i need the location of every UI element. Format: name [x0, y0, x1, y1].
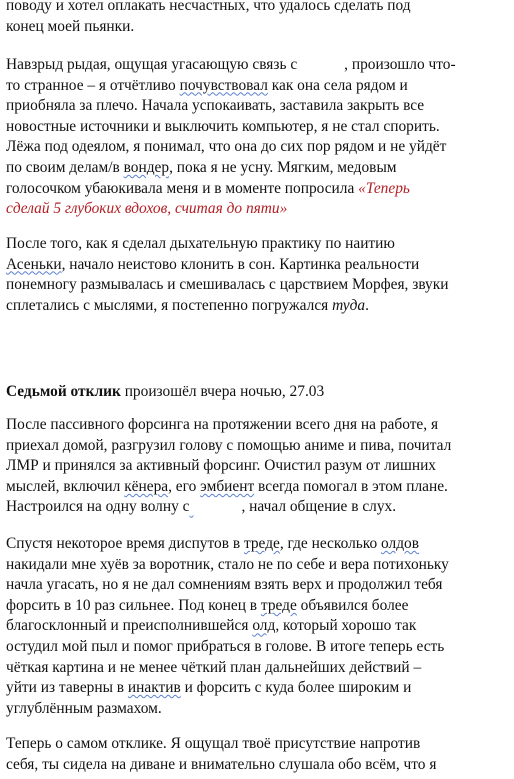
text-line	[6, 678, 449, 699]
quote-text: «Теперь	[358, 179, 410, 197]
paragraph	[6, 0, 411, 37]
text-run: .	[365, 296, 369, 314]
misspelled-word[interactable]: почувствовал	[179, 76, 268, 94]
quote-text: сделай 5 глубоких вдохов, считая до пяти»	[6, 200, 288, 218]
text-line: чёткая картина и не менее чёткий план дальнейших действий –	[6, 658, 422, 676]
text-run: уйти из таверны в	[6, 679, 128, 697]
redacted-blank	[189, 497, 241, 518]
text-line	[6, 616, 449, 637]
text-line: себя, ты сидела на диване и внимательно слушала обо всём, что я	[6, 755, 437, 773]
misspelled-word[interactable]: олд	[252, 617, 276, 635]
text-line: Лёжа под одеялом, я понимал, что она до сих пор рядом и не уйдёт	[6, 138, 447, 156]
text-line: остудил мой пыл и помог прибраться в голове. В итоге теперь есть	[6, 637, 445, 655]
text-line	[6, 55, 456, 76]
text-line: После того, как я сделал дыхательную практику по наитию	[6, 235, 395, 252]
text-run: всегда помогал в этом плане.	[254, 477, 448, 495]
text-run: , произошло что-	[344, 56, 456, 73]
misspelled-word[interactable]: Асеньки	[6, 255, 62, 273]
text-line	[6, 255, 448, 276]
text-run: Настроился на одну волну с	[6, 498, 190, 516]
text-line: углублённым размахом.	[6, 699, 162, 717]
text-run: , начало неистово клонить в сон. Картинка реальности	[61, 255, 420, 273]
paragraph	[6, 415, 451, 518]
text-run: мыслей, включил	[6, 477, 125, 495]
text-run: Навзрыд рыдая, ощущая угасающую связь с	[6, 56, 298, 73]
text-line: конец моей пьянки.	[6, 17, 135, 35]
text-line: поводу и хотел оплакать несчастных, что удалось сделать под	[6, 0, 411, 14]
text-run: объявился более	[296, 596, 409, 614]
misspelled-word[interactable]: олдов	[381, 535, 419, 552]
italic-word: туда	[332, 296, 366, 314]
text-line	[6, 76, 456, 97]
text-run: произошёл вчера ночью, 27.03	[120, 383, 325, 400]
text-line: накидали мне хуёв за воротник, стало не по себе и вера потихоньку	[6, 555, 449, 573]
misspelled-word[interactable]: треде	[260, 596, 297, 614]
text-run: по своим делам/в	[6, 158, 124, 176]
paragraph	[6, 234, 448, 316]
text-run: , где несколько	[279, 535, 382, 552]
misspelled-word[interactable]: треде	[243, 535, 280, 552]
text-line	[6, 296, 448, 317]
misspelled-word[interactable]: инактив	[127, 679, 181, 697]
misspelled-word[interactable]: вондер	[123, 158, 170, 176]
paragraph	[6, 734, 436, 775]
text-line: ЛМР и принялся за активный форсинг. Очистил разум от лишних	[6, 457, 437, 475]
text-run: форсить в 10 раз сильнее. Под конец в	[6, 596, 261, 614]
text-run: сплетались с мыслями, я постепенно погружался	[6, 296, 333, 314]
bold-heading: Седьмой отклик	[6, 383, 121, 400]
text-run: то странное – я отчётливо	[6, 76, 180, 94]
text-line	[6, 477, 451, 498]
text-line: приехал домой, разгрузил голову с помощью аниме и пива, почитал	[6, 436, 452, 454]
text-line: начла угасать, но я не дал сомнениям взять верх и продолжил тебя	[6, 576, 443, 594]
text-line	[6, 179, 456, 200]
text-run: благосклонный и преисполнившейся	[6, 617, 249, 635]
text-line	[6, 497, 451, 518]
text-line	[6, 534, 449, 555]
text-run: как она села рядом и	[267, 76, 408, 94]
paragraph	[6, 534, 449, 719]
text-run: , пока я не усну. Мягким, медовым	[169, 158, 397, 176]
text-line	[6, 596, 449, 617]
text-run: и форсить с куда более широким и	[180, 679, 412, 697]
text-run: , который хорошо так	[275, 617, 417, 635]
text-run: , его	[168, 477, 201, 495]
text-line	[6, 382, 324, 403]
text-run: Спустя некоторое время диспутов в	[6, 535, 244, 552]
misspelled-word[interactable]: эмбиент	[200, 477, 255, 495]
text-run: голосочком убаюкивала меня и в моменте попросила	[6, 179, 359, 197]
text-run: , начал общение в слух.	[241, 498, 397, 516]
text-line: приобняла за плечо. Начала успокаивать, заставила закрыть все	[6, 97, 425, 115]
text-line: новостные источники и выключить компьютер, я не стал спорить.	[6, 117, 440, 135]
text-line: Теперь о самом отклике. Я ощущал твоё присутствие напротив	[6, 735, 421, 752]
text-line: понемногу размывалась и смешивалась с царствием Морфея, звуки	[6, 276, 449, 294]
text-line	[6, 158, 456, 179]
paragraph	[6, 55, 456, 220]
misspelled-word[interactable]: кёнера	[124, 477, 169, 495]
text-line: После пассивного форсинга на протяжении всего дня на работе, я	[6, 416, 439, 433]
section-heading	[6, 382, 324, 403]
